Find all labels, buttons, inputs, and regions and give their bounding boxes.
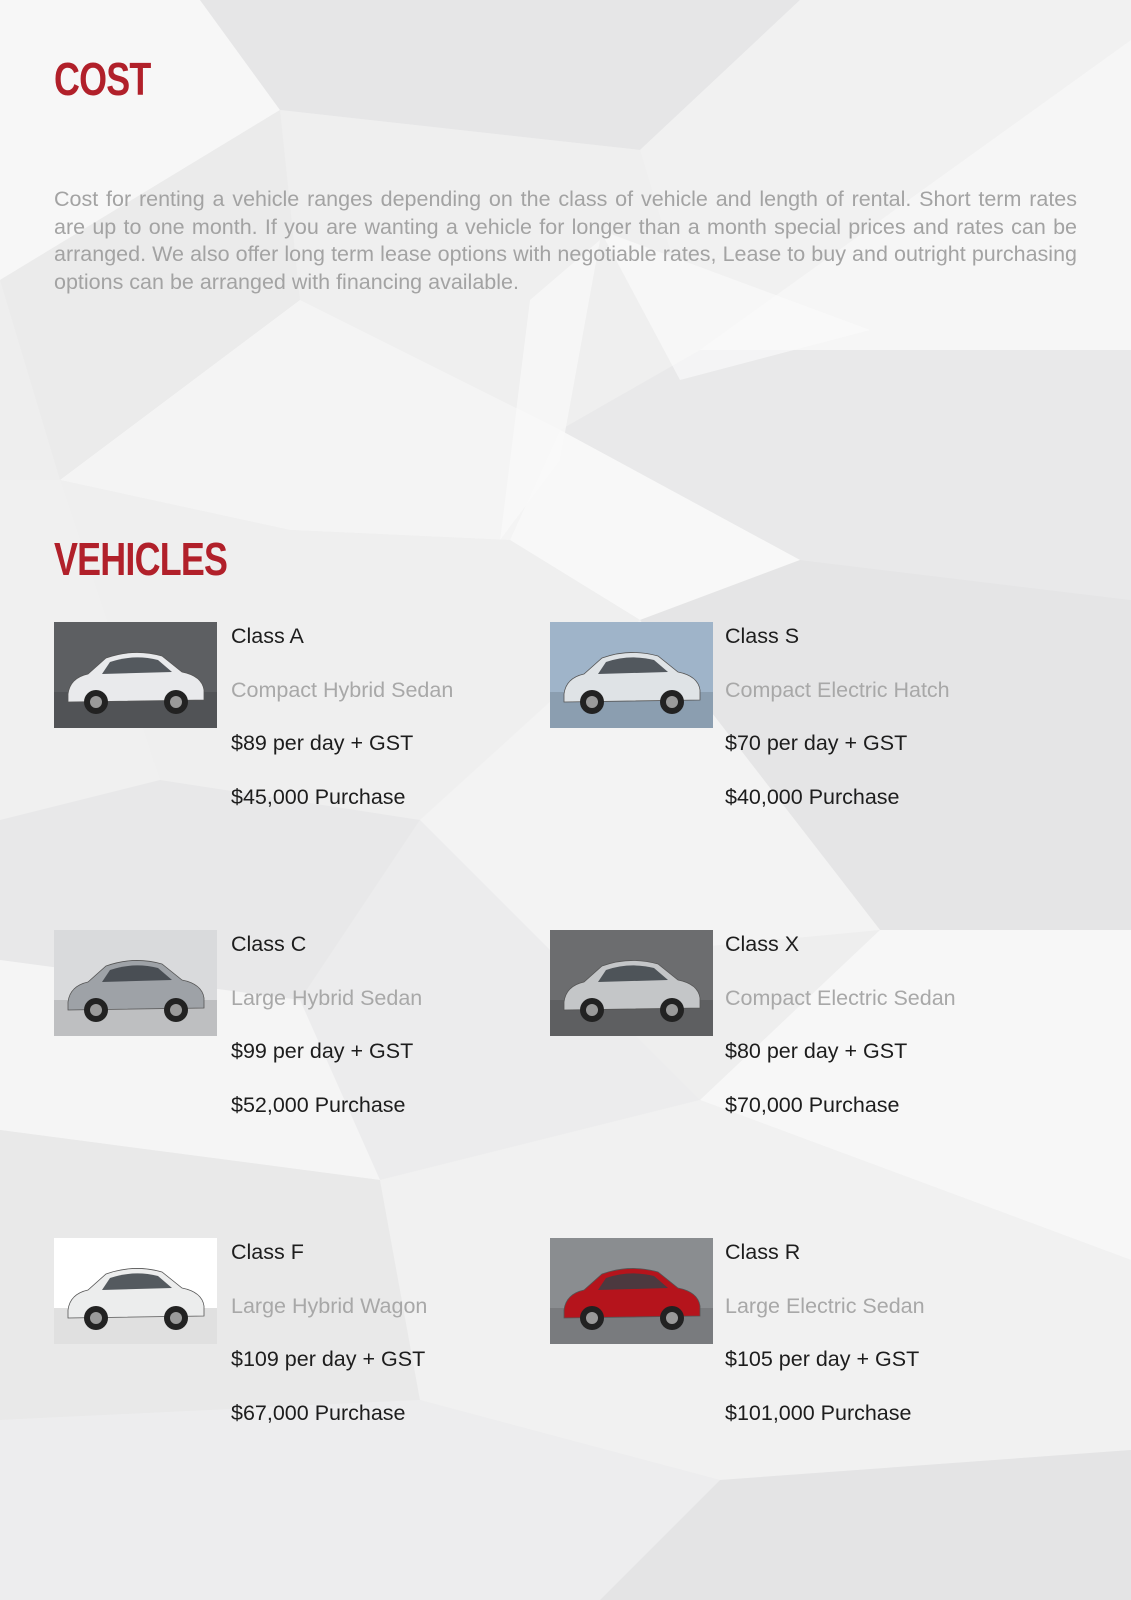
vehicle-card	[550, 622, 1010, 822]
vehicle-type: Compact Electric Sedan	[725, 986, 956, 1010]
vehicle-card	[54, 930, 514, 1130]
vehicle-card	[54, 1238, 514, 1438]
vehicle-daily-rate: $105 per day + GST	[725, 1347, 920, 1371]
vehicle-type: Large Electric Sedan	[725, 1294, 925, 1318]
vehicle-daily-rate: $99 per day + GST	[231, 1039, 414, 1063]
vehicle-class: Class C	[231, 932, 307, 956]
vehicle-daily-rate: $70 per day + GST	[725, 731, 908, 755]
vehicle-card	[550, 930, 1010, 1130]
vehicle-type: Large Hybrid Wagon	[231, 1294, 428, 1318]
car-photo-class-r	[550, 1238, 713, 1344]
vehicle-daily-rate: $80 per day + GST	[725, 1039, 908, 1063]
vehicle-class: Class R	[725, 1240, 801, 1264]
vehicle-daily-rate: $89 per day + GST	[231, 731, 414, 755]
car-photo-class-f	[54, 1238, 217, 1344]
vehicle-type: Compact Hybrid Sedan	[231, 678, 454, 702]
cost-description: Cost for renting a vehicle ranges depending on the class of vehicle and length of rental. Short term rates are up to one month. If you are wanting a vehicle for longer than a month special prices and rates can be arranged. We also offer long term lease options with negotiable rates, Lease to buy and outright purchasing options can be arranged with financing available.	[54, 187, 1077, 294]
vehicle-class: Class X	[725, 932, 800, 956]
vehicle-purchase-price: $67,000 Purchase	[231, 1401, 406, 1425]
cost-heading: COST	[54, 53, 151, 105]
vehicle-purchase-price: $40,000 Purchase	[725, 785, 900, 809]
vehicle-card	[550, 1238, 1010, 1438]
vehicle-purchase-price: $52,000 Purchase	[231, 1093, 406, 1117]
car-photo-class-c	[54, 930, 217, 1036]
vehicle-purchase-price: $101,000 Purchase	[725, 1401, 912, 1425]
vehicle-card	[54, 622, 514, 822]
vehicle-type: Compact Electric Hatch	[725, 678, 950, 702]
car-photo-class-s	[550, 622, 713, 728]
vehicle-purchase-price: $45,000 Purchase	[231, 785, 406, 809]
vehicles-heading: VEHICLES	[54, 533, 228, 585]
car-photo-class-x	[550, 930, 713, 1036]
car-photo-class-a	[54, 622, 217, 728]
vehicle-class: Class F	[231, 1240, 304, 1264]
vehicle-purchase-price: $70,000 Purchase	[725, 1093, 900, 1117]
vehicle-class: Class S	[725, 624, 800, 648]
vehicle-daily-rate: $109 per day + GST	[231, 1347, 426, 1371]
vehicle-type: Large Hybrid Sedan	[231, 986, 423, 1010]
vehicle-class: Class A	[231, 624, 304, 648]
